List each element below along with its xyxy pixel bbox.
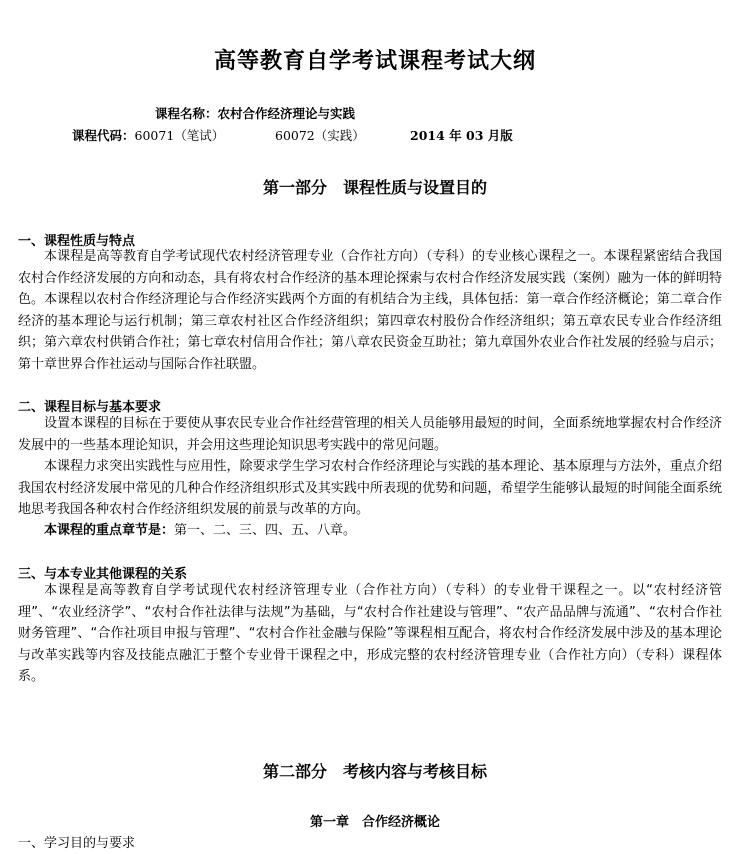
course-code-line (72, 126, 224, 144)
course-name-line (155, 104, 355, 122)
section-2-paragraph-1: 设置本课程的目标在于要使从事农民专业合作社经营管理的相关人员能够用最短的时间，全面系统地掌握农村合作经济发展中的一些基本理论知识，并会用这些理论知识思考实践中的常见问题。 (18, 416, 722, 453)
section-2-key-chapters (18, 520, 722, 542)
section-1-heading: 一、课程性质与特点 (18, 234, 136, 249)
course-name-value: 农村合作经济理论与实践 (217, 106, 356, 121)
chapter-1-subheading: 一、学习目的与要求 (18, 836, 136, 851)
course-code-written: 60071（笔试） (134, 128, 225, 143)
course-edition: 2014 年 03 月版 (410, 128, 513, 143)
section-2-paragraph-2: 本课程力求突出实践性与应用性，除要求学生学习农村合作经济理论与实践的基本理论、基本原理与方法外，重点介绍我国农村经济发展中常见的几种合作经济组织形式及其实践中所表现的优势和问题，希望学生能够认最短的时间能全面系统地思考我国各种农村合作经济组织发展的前景与改革的方向。 (18, 459, 722, 517)
part1-title: 第一部分 课程性质与设置目的 (262, 178, 487, 197)
key-chapters-value: 第一、二、三、四、五、八章。 (174, 523, 357, 538)
section-3-paragraph: 本课程是高等教育自学考试现代农村经济管理专业（合作社方向）（专科）的专业骨干课程之一。以“农村经济管理”、“农业经济学”、“农村合作社法律与法规”为基础，与“农村合作社建设与管理”、“农产品品牌与流通”、“农村合作社财务管理”、“合作社项目申报与管理”、“农村合作社金融与保险”等课程相互配合，将农村合作经济发展中涉及的基本理论与改革实践等内容及技能点融汇于整个专业骨干课程之中，形成完整的农村经济管理专业（合作社方向）（专科）课程体系。 (18, 583, 722, 684)
course-code-practice: 60072（实践） (275, 128, 365, 143)
section-2-heading: 二、课程目标与基本要求 (18, 400, 162, 415)
section-1-paragraph: 本课程是高等教育自学考试现代农村经济管理专业（合作社方向）（专科）的专业核心课程之一。本课程紧密结合我国农村合作经济发展的方向和动态，具有将农村合作经济的基本理论探索与农村合作经济发展实践（案例）融为一体的鲜明特色。本课程以农村合作经济理论与合作经济实践两个方面的有机结合为主线，具体包括：第一章合作经济概论；第二章合作经济的基本理论与运行机制；第三章农村社区合作经济组织；第四章农村股份合作经济组织；第五章农民专业合作经济组织；第六章农村供销合作社；第七章农村信用合作社；第八章农民资金互助社；第九章国外农业合作社发展的经验与启示；第十章世界合作社运动与国际合作社联盟。 (18, 249, 722, 372)
course-name-label: 课程名称： (155, 106, 218, 121)
key-chapters-label: 本课程的重点章节是： (44, 523, 175, 538)
chapter-1-title: 第一章 合作经济概论 (309, 815, 440, 830)
part2-title: 第二部分 考核内容与考核目标 (262, 762, 487, 781)
course-code-label: 课程代码： (72, 128, 135, 143)
document-title: 高等教育自学考试课程考试大纲 (213, 48, 536, 74)
section-3-heading: 三、与本专业其他课程的关系 (18, 567, 188, 582)
